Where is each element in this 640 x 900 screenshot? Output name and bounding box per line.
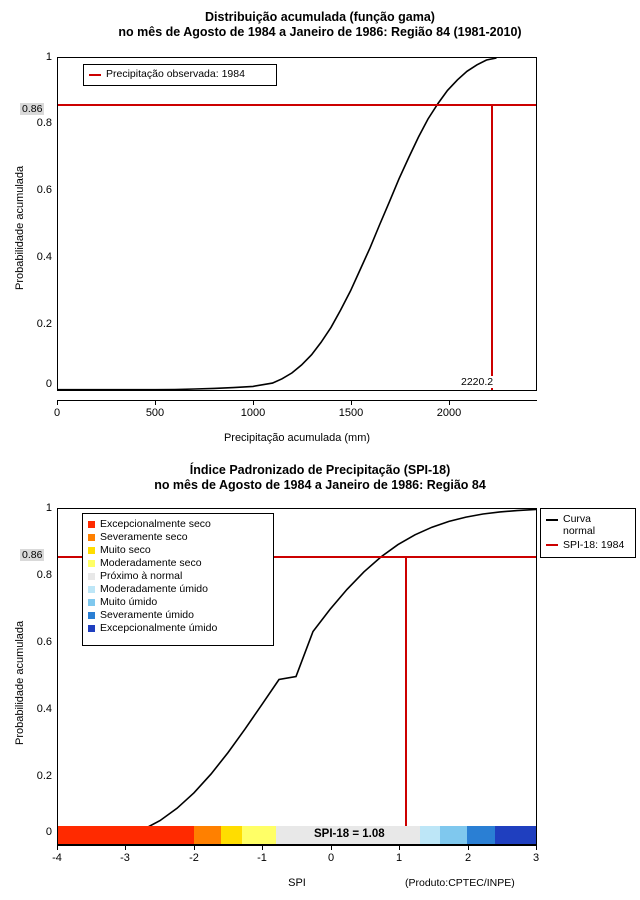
bottom-chart-panel <box>0 455 640 900</box>
colorbar-seg-muito-umido <box>440 826 467 844</box>
legend-label-proximo-normal: Próximo à normal <box>100 570 183 582</box>
bottom-spi-line <box>405 556 407 844</box>
top-ytick-0.4: 0.4 <box>36 251 52 263</box>
bottom-ytick-0.8: 0.8 <box>36 569 52 581</box>
colorbar-seg-muito-seco <box>221 826 242 844</box>
legend-row-muito-umido <box>88 596 268 609</box>
bottom-xtick-mark--1 <box>262 845 263 850</box>
top-ytick-0.6: 0.6 <box>36 184 52 196</box>
top-ytick-0.0: 0 <box>45 378 52 390</box>
bottom-xtick-mark--2 <box>194 845 195 850</box>
class-color-icon <box>88 560 95 567</box>
bottom-title-line-1: Índice Padronizado de Precipitação (SPI-18) <box>189 463 451 477</box>
bottom-xtick-mark--3 <box>125 845 126 850</box>
legend-label-muito-umido: Muito úmido <box>100 596 158 608</box>
spi-class-legend <box>82 513 274 646</box>
colorbar-seg-mod-seco <box>242 826 276 844</box>
class-color-icon <box>88 586 95 593</box>
bottom-xtick-mark-1 <box>399 845 400 850</box>
top-ytick-0.8: 0.8 <box>36 117 52 129</box>
top-legend <box>83 64 277 86</box>
bottom-xtick-0: 0 <box>327 852 335 864</box>
legend-row-proximo-normal <box>88 570 268 583</box>
bottom-xtick-mark-3 <box>536 845 537 850</box>
top-ytick-0.2: 0.2 <box>36 318 52 330</box>
legend-row-muito-seco <box>88 544 268 557</box>
top-curve-svg <box>58 58 536 390</box>
legend-label-sev-seco: Severamente seco <box>100 531 188 543</box>
bottom-ytick-0.2: 0.2 <box>36 770 52 782</box>
top-xtick-0: 0 <box>53 407 61 419</box>
bottom-x-axis <box>57 845 537 846</box>
legend-row-exc-umido <box>88 622 268 635</box>
legend-label-mod-seco: Moderadamente seco <box>100 557 202 569</box>
top-xtick-1000: 1000 <box>240 407 266 419</box>
bottom-ytick-0.4: 0.4 <box>36 703 52 715</box>
bottom-xtick-mark--4 <box>57 845 58 850</box>
top-y-axis-label: Probabilidade acumulada <box>14 165 26 290</box>
legend-row-observed <box>89 68 271 81</box>
class-color-icon <box>88 521 95 528</box>
bottom-title-line-2: no mês de Agosto de 1984 a Janeiro de 1986: Região 84 <box>154 478 486 492</box>
legend-label-sev-umido: Severamente úmido <box>100 609 194 621</box>
legend-row-mod-umido <box>88 583 268 596</box>
bottom-xtick-3: 3 <box>532 852 540 864</box>
top-xtick-1500: 1500 <box>338 407 364 419</box>
bottom-xtick-1: 1 <box>395 852 403 864</box>
bottom-y-axis-label: Probabilidade acumulada <box>14 620 26 745</box>
bottom-ytick-0.0: 0 <box>45 826 52 838</box>
colorbar-seg-sev-seco <box>194 826 221 844</box>
class-color-icon <box>88 599 95 606</box>
bottom-ytick-1.0: 1 <box>45 502 52 514</box>
bottom-x-axis-label: SPI <box>288 877 306 889</box>
bottom-xtick--3: -3 <box>120 852 130 864</box>
colorbar-seg-exc-umido <box>495 826 536 844</box>
bottom-xtick-mark-0 <box>331 845 332 850</box>
black-line-swatch-icon <box>546 519 558 521</box>
legend-row-sev-umido <box>88 609 268 622</box>
product-credit: (Produto:CPTEC/INPE) <box>405 877 515 889</box>
legend-label-exc-umido: Excepcionalmente úmido <box>100 622 218 634</box>
red-line-swatch-icon <box>89 74 101 76</box>
top-title-line-1: Distribuição acumulada (função gama) <box>205 10 435 24</box>
top-chart-title <box>0 10 640 40</box>
colorbar-seg-exc-seco <box>58 826 194 844</box>
class-color-icon <box>88 612 95 619</box>
colorbar-seg-sev-umido <box>467 826 495 844</box>
class-color-icon <box>88 573 95 580</box>
top-legend-label: Precipitação observada: 1984 <box>106 68 245 80</box>
legend-row-exc-seco <box>88 518 268 531</box>
top-probability-line <box>58 104 536 106</box>
top-xtick-mark-0 <box>57 400 58 405</box>
bottom-chart-title <box>0 463 640 493</box>
legend-row-mod-seco <box>88 557 268 570</box>
colorbar-seg-mod-umido <box>420 826 440 844</box>
bottom-probability-value: 0.86 <box>22 549 43 561</box>
bottom-ytick-0.6: 0.6 <box>36 636 52 648</box>
class-color-icon <box>88 534 95 541</box>
top-probability-value: 0.86 <box>22 103 43 115</box>
top-x-axis-label: Precipitação acumulada (mm) <box>223 432 371 444</box>
top-plot-area <box>57 57 537 391</box>
legend-row-sev-seco <box>88 531 268 544</box>
legend-row-curva-normal <box>546 513 630 537</box>
top-precipitation-line <box>491 104 493 390</box>
top-ytick-1.0: 1 <box>45 51 52 63</box>
bottom-plot-area <box>57 508 537 845</box>
spi-value-label: SPI-18 = 1.08 <box>314 828 385 840</box>
top-precipitation-value: 2220.2 <box>461 376 494 388</box>
legend-label-exc-seco: Excepcionalmente seco <box>100 518 211 530</box>
legend-row-spi-1984 <box>546 538 630 552</box>
top-xtick-mark-1000 <box>253 400 254 405</box>
class-color-icon <box>88 547 95 554</box>
top-title-line-2: no mês de Agosto de 1984 a Janeiro de 1986: Região 84 (1981-2010) <box>118 25 522 39</box>
bottom-xtick--2: -2 <box>189 852 199 864</box>
top-xtick-mark-1500 <box>351 400 352 405</box>
class-color-icon <box>88 625 95 632</box>
top-xtick-mark-500 <box>155 400 156 405</box>
bottom-xtick--4: -4 <box>52 852 62 864</box>
red-line-swatch-icon <box>546 544 558 546</box>
legend-label-muito-seco: Muito seco <box>100 544 151 556</box>
legend-label-mod-umido: Moderadamente úmido <box>100 583 208 595</box>
bottom-xtick-2: 2 <box>464 852 472 864</box>
top-xtick-2000: 2000 <box>436 407 462 419</box>
spi-colorbar <box>58 826 536 844</box>
bottom-xtick-mark-2 <box>468 845 469 850</box>
bottom-xtick--1: -1 <box>257 852 267 864</box>
top-xtick-mark-2000 <box>449 400 450 405</box>
top-x-axis <box>57 400 537 401</box>
top-xtick-500: 500 <box>145 407 165 419</box>
bottom-curve-legend <box>540 508 636 558</box>
legend-label-spi-1984: SPI-18: 1984 <box>563 538 625 551</box>
legend-label-curva-normal: Curva normal <box>563 513 596 537</box>
